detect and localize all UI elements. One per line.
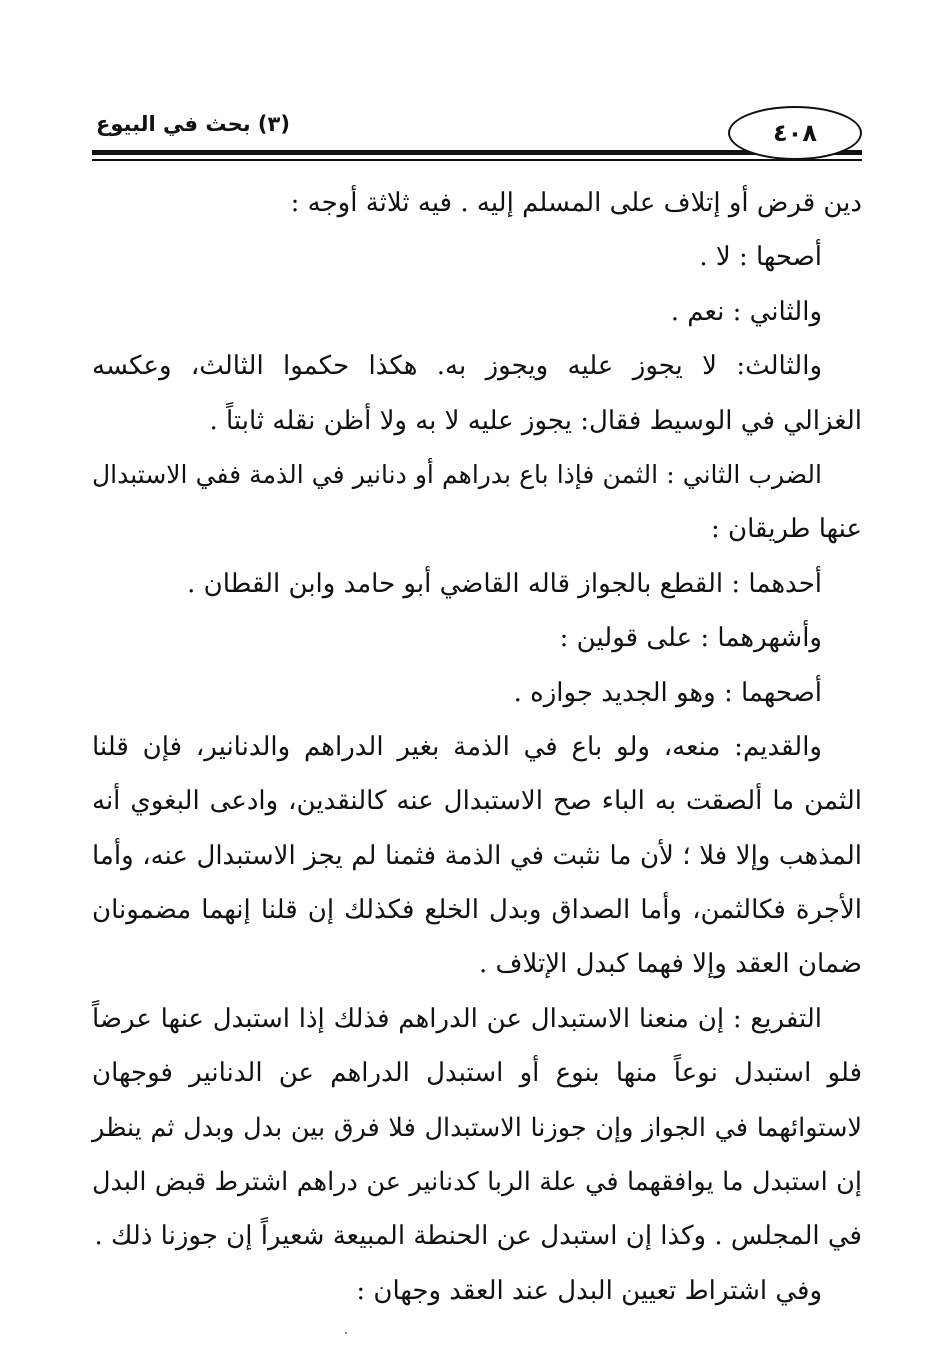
text-line: المذهب وإلا فلا ؛ لأن ما نثبت في الذمة فثمنا لم يجز الاستبدال عنه، وأما — [92, 840, 862, 871]
text-line: الثمن ما ألصقت به الباء صح الاستبدال عنه كالنقدين، وادعى البغوي أنه — [92, 786, 862, 817]
text-line: في المجلس . وكذا إن استبدل عن الحنطة المبيعة شعيراً إن جوزنا ذلك . — [94, 1221, 862, 1252]
text-line: والثاني : نعم . — [670, 296, 822, 327]
text-line: أحدهما : القطع بالجواز قاله القاضي أبو حامد وابن القطان . — [187, 568, 822, 599]
text-line: وأشهرهما : على قولين : — [559, 623, 822, 654]
text-line: عنها طريقان : — [711, 514, 862, 545]
header-rule-thin — [92, 159, 862, 161]
text-line: فلو استبدل نوعاً منها بنوع أو استبدل الدراهم عن الدنانير فوجهان — [92, 1058, 862, 1089]
text-line: الغزالي في الوسيط فقال: يجوز عليه لا به ولا أظن نقله ثابتاً . — [209, 405, 862, 436]
scan-speck — [345, 1332, 347, 1334]
text-line: أصحها : لا . — [699, 242, 822, 273]
page-number: ٤٠٨ — [728, 106, 862, 160]
text-line: دين قرض أو إتلاف على المسلم إليه . فيه ثلاثة أوجه : — [290, 188, 862, 218]
text-line: الضرب الثاني : الثمن فإذا باع بدراهم أو دنانير في الذمة ففي الاستبدال — [92, 459, 822, 489]
text-line: ضمان العقد وإلا فهما كبدل الإتلاف . — [479, 949, 862, 980]
text-line: التفريع : إن منعنا الاستبدال عن الدراهم فذلك إذا استبدل عنها عرضاً — [92, 1003, 822, 1034]
text-line: لاستوائهما في الجواز وإن جوزنا الاستبدال فلا فرق بين بدل وبدل ثم ينظر — [92, 1112, 862, 1143]
page-header — [92, 98, 862, 168]
body-text — [92, 176, 862, 1318]
text-line: أصحهما : وهو الجديد جوازه . — [513, 677, 822, 708]
text-line: إن استبدل ما يوافقهما في علة الربا كدنانير عن دراهم اشترط قبض البدل — [92, 1167, 862, 1198]
text-line: والقديم: منعه، ولو باع في الذمة بغير الدراهم والدنانير، فإن قلنا — [92, 731, 822, 762]
running-title: (٣) بحث في البيوع — [96, 112, 290, 136]
text-line: وفي اشتراط تعيين البدل عند العقد وجهان : — [356, 1275, 822, 1306]
text-line: الأجرة فكالثمن، وأما الصداق وبدل الخلع فكذلك إن قلنا إنهما مضمونان — [92, 895, 862, 926]
text-line: والثالث: لا يجوز عليه ويجوز به. هكذا حكموا الثالث، وعكسه — [92, 351, 822, 382]
